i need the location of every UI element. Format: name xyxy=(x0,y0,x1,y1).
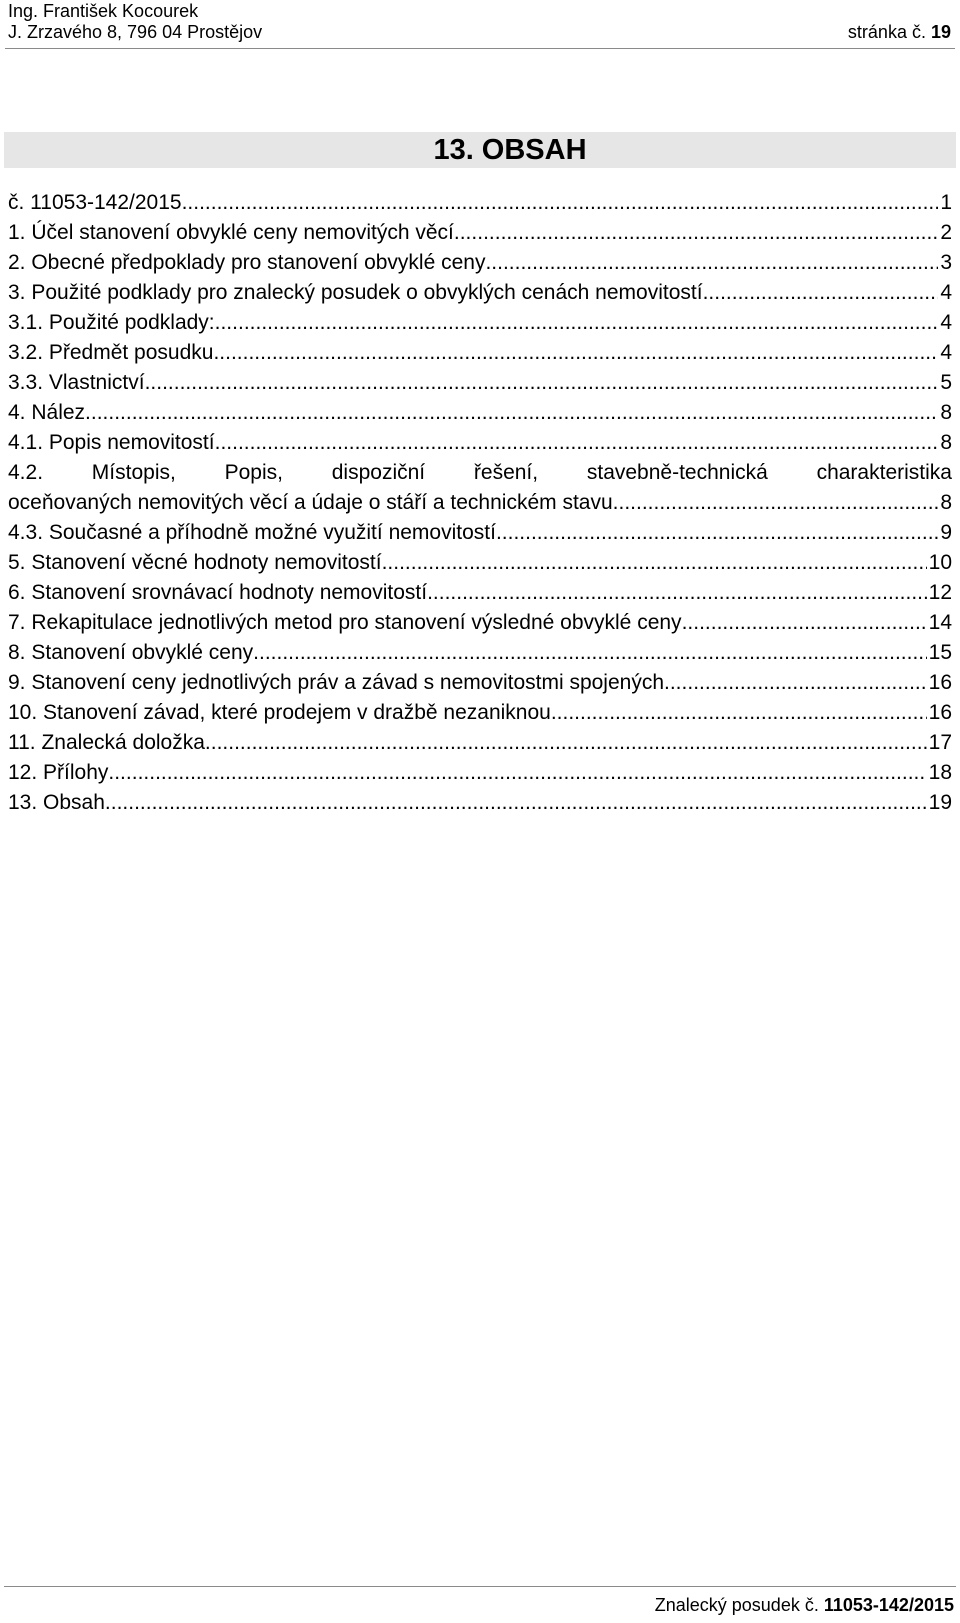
toc-entry-page: 16 xyxy=(928,671,952,694)
toc-entry-page: 8 xyxy=(940,491,952,514)
toc-dot-leader xyxy=(215,428,939,458)
toc-entry[interactable] xyxy=(8,218,952,248)
toc-entry-page: 17 xyxy=(928,731,952,754)
toc-entry-page: 14 xyxy=(928,611,952,634)
toc-word: charakteristika xyxy=(816,461,952,484)
toc-word: dispoziční xyxy=(331,461,426,484)
toc-entry-label: 10. Stanovení závad, které prodejem v dražbě nezaniknou xyxy=(8,701,551,724)
toc-entry[interactable] xyxy=(8,188,952,218)
page-label: stránka č. xyxy=(847,22,926,42)
toc-entry[interactable] xyxy=(8,278,952,308)
toc-entry-page: 12 xyxy=(928,581,952,604)
page-number: 19 xyxy=(930,22,951,42)
toc-entry-label: 9. Stanovení ceny jednotlivých práv a závad s nemovitostmi spojených xyxy=(8,671,665,694)
toc-entry-label: 3.3. Vlastnictví xyxy=(8,371,145,394)
toc-entry[interactable] xyxy=(8,788,952,818)
toc-entry[interactable] xyxy=(8,248,952,278)
toc-entry-label: 13. Obsah xyxy=(8,791,105,814)
page-header xyxy=(5,0,955,49)
toc-dot-leader xyxy=(182,188,939,218)
toc-dot-leader xyxy=(108,758,926,788)
toc-entry-multiline[interactable] xyxy=(8,458,952,518)
toc-entry-page: 8 xyxy=(940,431,952,454)
toc-word: Popis, xyxy=(224,461,283,484)
toc-entry-label: č. 11053-142/2015 xyxy=(8,191,182,214)
toc-dot-leader xyxy=(682,608,927,638)
toc-entry-label: 5. Stanovení věcné hodnoty nemovitostí xyxy=(8,551,382,574)
footer-number: 11053-142/2015 xyxy=(823,1595,954,1615)
toc-entry-label: 4.3. Současné a příhodně možné využití nemovitostí xyxy=(8,521,496,544)
toc-entry-page: 10 xyxy=(928,551,952,574)
toc-entry-label: 7. Rekapitulace jednotlivých metod pro stanovení výsledné obvyklé ceny xyxy=(8,611,682,634)
toc-dot-leader xyxy=(454,218,938,248)
toc-entry[interactable] xyxy=(8,398,952,428)
toc-entry[interactable] xyxy=(8,338,952,368)
toc-entry[interactable] xyxy=(8,428,952,458)
toc-entry-label-line2 xyxy=(8,488,952,518)
toc-entry-page: 2 xyxy=(940,221,952,244)
toc-entry-page: 1 xyxy=(940,191,952,214)
toc-entry[interactable] xyxy=(8,548,952,578)
toc-dot-leader xyxy=(215,308,939,338)
toc-entry[interactable] xyxy=(8,728,952,758)
toc-entry[interactable] xyxy=(8,758,952,788)
toc-word: stavebně-technická xyxy=(586,461,768,484)
toc-entry-label: 3.1. Použité podklady: xyxy=(8,311,215,334)
toc-entry-label: 8. Stanovení obvyklé ceny xyxy=(8,641,254,664)
toc-entry[interactable] xyxy=(8,608,952,638)
toc-entry-page: 5 xyxy=(940,371,952,394)
footer-label: Znalecký posudek č. xyxy=(654,1595,819,1615)
toc-entry[interactable] xyxy=(8,698,952,728)
header-author: Ing. František Kocourek xyxy=(8,1,199,21)
toc-entry-label-line1 xyxy=(8,458,952,488)
toc-word: Místopis, xyxy=(91,461,176,484)
toc-entry[interactable] xyxy=(8,578,952,608)
toc-entry[interactable] xyxy=(8,368,952,398)
toc-entry-page: 4 xyxy=(940,281,952,304)
toc-entry-page: 3 xyxy=(940,251,952,274)
toc-dot-leader xyxy=(619,488,939,518)
toc-dot-leader xyxy=(213,338,938,368)
toc-entry-label: oceňovaných nemovitých věcí a údaje o stáří a technickém stavu. xyxy=(8,491,619,514)
toc-entry-label: 4. Nález xyxy=(8,401,86,424)
toc-entry-page: 19 xyxy=(928,791,952,814)
toc-entry-label: 3. Použité podklady pro znalecký posudek o obvyklých cenách nemovitostí xyxy=(8,281,703,304)
toc-dot-leader xyxy=(496,518,938,548)
toc-dot-leader xyxy=(382,548,927,578)
toc-dot-leader xyxy=(253,638,926,668)
toc-entry-page: 4 xyxy=(940,341,952,364)
toc-dot-leader xyxy=(85,398,938,428)
toc-entry-label: 11. Znalecká doložka xyxy=(8,731,205,754)
toc-entry-page: 4 xyxy=(940,311,952,334)
toc-entry-page: 18 xyxy=(928,761,952,784)
toc-dot-leader xyxy=(427,578,927,608)
toc-dot-leader xyxy=(551,698,927,728)
toc-entry-page: 8 xyxy=(940,401,952,424)
footer-text xyxy=(655,1595,954,1616)
toc-entry[interactable] xyxy=(8,518,952,548)
header-address: J. Zrzavého 8, 796 04 Prostějov xyxy=(8,22,263,42)
toc-entry-page: 16 xyxy=(928,701,952,724)
toc-entry-label: 12. Přílohy xyxy=(8,761,109,784)
toc-entry-label: 3.2. Předmět posudku xyxy=(8,341,214,364)
toc-entry[interactable] xyxy=(8,638,952,668)
toc-entry-page: 15 xyxy=(928,641,952,664)
toc-entry-label: 4.1. Popis nemovitostí xyxy=(8,431,215,454)
toc-dot-leader xyxy=(664,668,927,698)
toc-entry-label: 1. Účel stanovení obvyklé ceny nemovitých věcí xyxy=(8,221,454,244)
toc-entry-label: 2. Obecné předpoklady pro stanovení obvyklé ceny xyxy=(8,251,486,274)
table-of-contents xyxy=(8,188,952,818)
toc-entry-label: 6. Stanovení srovnávací hodnoty nemovitostí xyxy=(8,581,428,604)
toc-entry[interactable] xyxy=(8,668,952,698)
toc-word: řešení, xyxy=(473,461,539,484)
toc-dot-leader xyxy=(485,248,938,278)
toc-dot-leader xyxy=(145,368,939,398)
toc-word: 4.2. xyxy=(8,461,44,484)
header-page-number xyxy=(848,21,951,44)
page-footer xyxy=(4,1586,956,1623)
toc-dot-leader xyxy=(105,788,927,818)
toc-dot-leader xyxy=(703,278,939,308)
toc-entry-page: 9 xyxy=(940,521,952,544)
page-title: 13. OBSAH xyxy=(433,134,587,166)
toc-dot-leader xyxy=(205,728,927,758)
toc-entry[interactable] xyxy=(8,308,952,338)
